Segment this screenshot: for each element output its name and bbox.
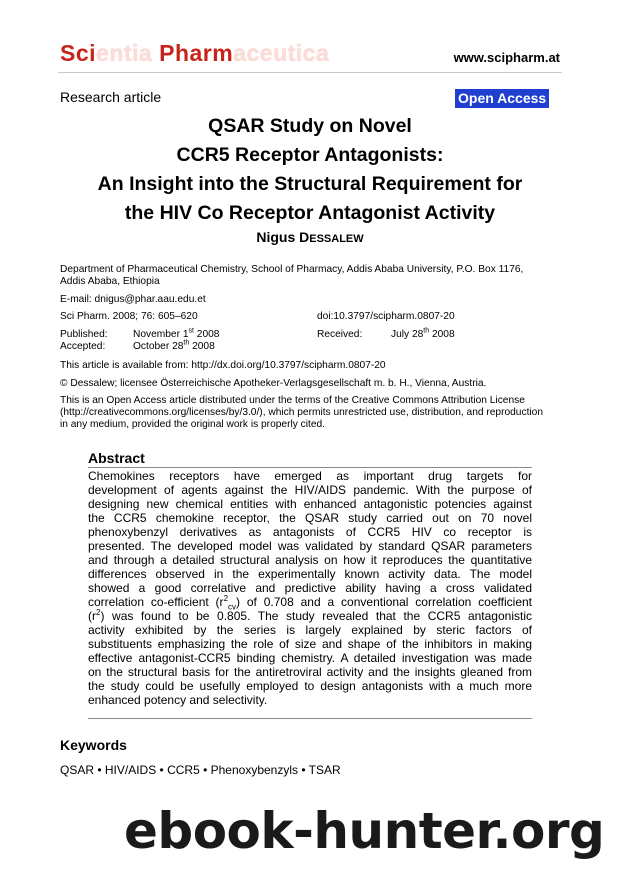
abstract-line: showed a good correlative and predictive ability having a cross validated: [88, 581, 532, 595]
abstract-fragment: ) of 0.708 and a conventional correlation coefficient: [236, 595, 532, 609]
received-day: July 28: [391, 329, 424, 340]
abstract-line: enhanced potency and selectivity.: [88, 693, 268, 707]
abstract-line: development of agents against the HIV/AIDS pandemic. With the purpose of: [88, 483, 532, 497]
affiliation-line: Addis Ababa, Ethiopia: [60, 276, 160, 287]
accepted-label: Accepted:: [60, 341, 106, 352]
doi[interactable]: doi:10.3797/scipharm.0807-20: [317, 311, 455, 322]
abstract-line: [88, 609, 532, 623]
abstract-line: activity exhibited by the series is largely explained by steric factors of: [88, 623, 532, 637]
title-line: the HIV Co Receptor Antagonist Activity: [124, 202, 496, 224]
abstract-top-rule: [88, 467, 532, 468]
article-title: [60, 112, 560, 228]
published-year: 2008: [193, 329, 220, 340]
open-access-badge: Open Access: [455, 89, 549, 108]
logo-part-aceutica: aceutica: [233, 40, 330, 66]
abstract-line: the CCR5 chemokine receptor, the QSAR study carried out on 70 novel: [88, 511, 532, 525]
abstract-line: presented. The developed model was validated by standard QSAR parameters: [88, 539, 532, 553]
title-line: QSAR Study on Novel: [208, 115, 412, 137]
citation: Sci Pharm. 2008; 76: 605–620: [60, 311, 198, 322]
received-date: [391, 329, 455, 341]
affiliation: [60, 264, 560, 288]
accepted-date: [133, 341, 215, 353]
abstract-bottom-rule: [88, 718, 532, 719]
header-divider: [58, 72, 562, 73]
license-line: This is an Open Access article distributed under the terms of the Creative Commons Attribution License: [60, 395, 525, 406]
logo-part-entia: entia: [96, 40, 153, 66]
abstract-line: and through a detailed structural analysis on how it reproduces the quantitative: [88, 553, 532, 567]
published-day: November 1: [133, 329, 189, 340]
r-squared-sup: 2: [223, 594, 229, 603]
received-sup: th: [423, 327, 430, 335]
keywords-list: QSAR • HIV/AIDS • CCR5 • Phenoxybenzyls • TSAR: [60, 763, 341, 777]
license-line: (http://creativecommons.org/licenses/by/3.0/), which permits unrestricted use, distribution, and reproduction: [60, 407, 543, 418]
email[interactable]: E-mail: dnigus@phar.aau.edu.et: [60, 294, 206, 305]
abstract-line: effective antagonist-CCR5 binding chemistry. A detailed investigation was made: [88, 651, 532, 665]
accepted-sup: th: [183, 339, 190, 347]
abstract-line: on the structural basis for the antiretroviral activity and the insights gleaned from: [88, 665, 532, 679]
copyright: © Dessalew; licensee Österreichische Apotheker-Verlagsgesellschaft m. b. H., Vienna, Austria.: [60, 378, 487, 389]
title-line: CCR5 Receptor Antagonists:: [176, 144, 444, 166]
license-line: in any medium, provided the original work is properly cited.: [60, 419, 325, 430]
author-last-rest: ESSALEW: [309, 233, 364, 245]
watermark: ebook-hunter.org: [124, 802, 605, 860]
keywords-heading: Keywords: [60, 737, 127, 753]
abstract-heading: Abstract: [88, 450, 145, 466]
abstract-line: phenoxybenzyl derivatives as antagonists of CCR5 HIV co receptor is: [88, 525, 532, 539]
accepted-day: October 28: [133, 341, 184, 352]
abstract-fragment: ) was found to be 0.805. The study revealed that the CCR5 antagonistic: [100, 609, 532, 623]
article-type: Research article: [60, 89, 162, 105]
availability: This article is available from: http://dx.doi.org/10.3797/scipharm.0807-20: [60, 360, 386, 371]
author-name: [60, 229, 560, 245]
published-label: Published:: [60, 329, 108, 340]
r-squared-sup: 2: [96, 608, 101, 617]
abstract-body: [88, 469, 532, 707]
author-first-name: Nigus: [256, 229, 300, 245]
abstract-fragment: (r: [88, 609, 96, 623]
published-date: [133, 329, 219, 341]
abstract-line: Chemokines receptors have emerged as important drug targets for: [88, 469, 532, 483]
cv-sub: cv: [228, 602, 237, 612]
received-year: 2008: [429, 329, 455, 340]
journal-logo: [60, 40, 329, 67]
author-last-initial: D: [299, 229, 310, 245]
received-label: Received:: [317, 329, 363, 340]
abstract-line: [88, 594, 532, 612]
logo-part-sci: Sci: [60, 40, 97, 66]
title-line: An Insight into the Structural Requirement for: [97, 173, 523, 195]
accepted-year: 2008: [189, 341, 215, 352]
license: [60, 395, 560, 431]
abstract-line: differences observed in the experimentally known activity data. The model: [88, 567, 532, 581]
abstract-fragment: correlation co-efficient (r: [88, 595, 224, 609]
journal-website[interactable]: www.scipharm.at: [453, 50, 560, 65]
abstract-line: designing new chemical entities with enhanced antagonistic potencies against: [88, 497, 532, 511]
affiliation-line: Department of Pharmaceutical Chemistry, School of Pharmacy, Addis Ababa University, P.O. Box 1176,: [60, 264, 524, 275]
abstract-line: the study could be usefully employed to design antagonists with a much more: [88, 679, 532, 693]
abstract-line: substituents emphasizing the role of size and shape of the inhibitors in making: [88, 637, 532, 651]
published-sup: st: [188, 327, 194, 335]
logo-part-pharm: Pharm: [152, 40, 234, 66]
